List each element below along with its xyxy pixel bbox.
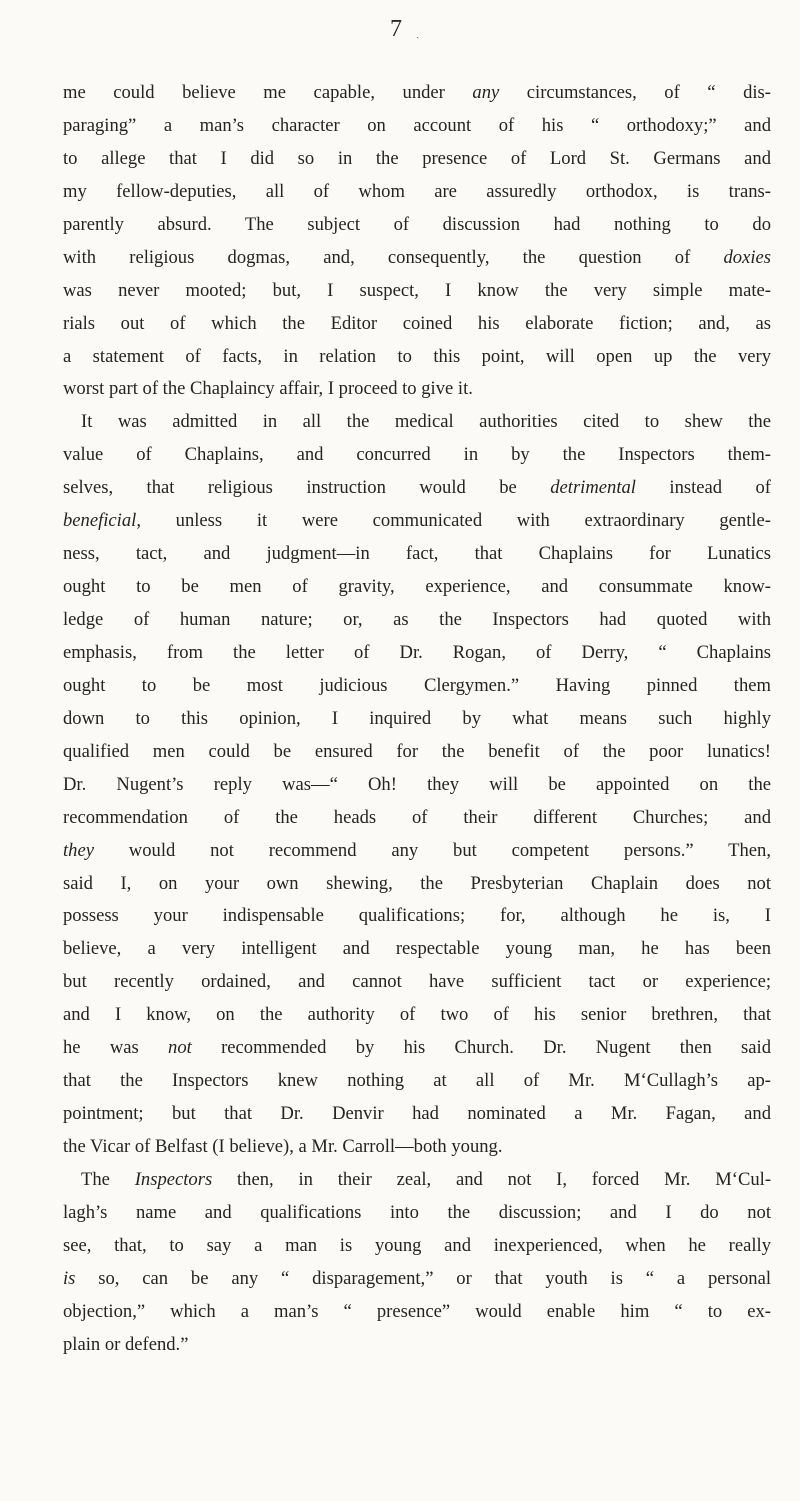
text-span: was never mooted; but, I suspect, I know the very simple mate-: [63, 279, 771, 301]
italic-text: beneficial: [63, 510, 137, 532]
text-line: [63, 604, 771, 637]
text-span: value of Chaplains, and concurred in by the Inspectors them-: [63, 444, 771, 466]
text-span: paraging” a man’s character on account of his “ orthodoxy;” and: [63, 114, 771, 136]
text-span: recommended by his Church. Dr. Nugent then said: [191, 1037, 772, 1059]
text-line: [63, 900, 771, 933]
text-span: rials out of which the Editor coined his elaborate fiction; and, as: [63, 312, 771, 334]
text-line: [63, 209, 771, 242]
text-span: would not recommend any but competent persons.” Then,: [93, 839, 771, 861]
text-line: [63, 571, 771, 604]
text-line: [63, 1230, 771, 1263]
text-span: Dr. Nugent’s reply was—“ Oh! they will be appointed on the: [63, 773, 771, 795]
text-line: [63, 373, 771, 406]
text-span: down to this opinion, I inquired by what means such highly: [63, 707, 771, 729]
italic-text: is: [63, 1267, 76, 1289]
stray-mark: ˎ: [416, 28, 420, 39]
text-line: [63, 966, 771, 999]
text-span: worst part of the Chaplaincy affair, I proceed to give it.: [63, 378, 473, 400]
text-line: [63, 769, 771, 802]
text-line: [63, 703, 771, 736]
italic-text: Inspectors: [134, 1168, 213, 1190]
text-line: [63, 275, 771, 308]
text-line: [63, 143, 771, 176]
text-line: [63, 637, 771, 670]
text-span: possess your indispensable qualifications; for, although he is, I: [63, 905, 771, 927]
text-line: [63, 176, 771, 209]
text-span: and I know, on the authority of two of his senior brethren, that: [63, 1004, 771, 1026]
text-line: [63, 538, 771, 571]
text-line: [63, 1197, 771, 1230]
text-span: emphasis, from the letter of Dr. Rogan, of Derry, “ Chaplains: [63, 641, 771, 663]
text-span: objection,” which a man’s “ presence” would enable him “ to ex-: [63, 1300, 771, 1322]
text-span: believe, a very intelligent and respectable young man, he has been: [63, 938, 771, 960]
text-line: [63, 1296, 771, 1329]
text-line: [63, 1098, 771, 1131]
text-line: [63, 439, 771, 472]
page-number: 7: [390, 16, 402, 42]
text-span: then, in their zeal, and not I, forced Mr. M‘Cul-: [212, 1168, 772, 1190]
text-span: The: [81, 1168, 135, 1190]
text-line: [63, 110, 771, 143]
text-span: ought to be men of gravity, experience, and consummate know-: [63, 576, 771, 598]
text-span: my fellow-deputies, all of whom are assuredly orthodox, is trans-: [63, 180, 771, 202]
text-span: said I, on your own shewing, the Presbyterian Chaplain does not: [63, 872, 771, 894]
text-line: [63, 406, 771, 439]
italic-text: they: [63, 839, 94, 861]
text-line: [63, 1032, 771, 1065]
text-line: [63, 1131, 771, 1164]
text-span: ledge of human nature; or, as the Inspectors had quoted with: [63, 609, 771, 630]
text-span: he was: [63, 1037, 169, 1059]
text-line: [63, 999, 771, 1032]
text-span: It was admitted in all the medical authorities cited to shew the: [81, 411, 771, 433]
italic-text: doxies: [723, 246, 771, 268]
italic-text: not: [168, 1037, 192, 1059]
text-span: plain or defend.”: [63, 1333, 189, 1355]
text-line: [63, 933, 771, 966]
text-line: [63, 1164, 771, 1197]
text-span: instead of: [635, 477, 771, 499]
italic-text: detrimental: [550, 477, 636, 499]
text-line: [63, 472, 771, 505]
text-span: a statement of facts, in relation to this point, will open up the very: [63, 345, 771, 367]
text-span: lagh’s name and qualifications into the discussion; and I do not: [63, 1201, 771, 1223]
text-span: qualified men could be ensured for the benefit of the poor lunatics!: [63, 740, 771, 762]
text-line: [63, 308, 771, 341]
italic-text: any: [472, 82, 500, 103]
text-line: [63, 1263, 771, 1296]
text-span: so, can be any “ disparagement,” or that youth is “ a personal: [75, 1267, 771, 1289]
text-span: with religious dogmas, and, consequently, the question of: [63, 246, 724, 268]
text-span: circumstances, of “ dis-: [499, 82, 771, 103]
text-span: recommendation of the heads of their different Churches; and: [63, 806, 771, 828]
text-line: [63, 736, 771, 769]
text-span: but recently ordained, and cannot have sufficient tact or experience;: [63, 971, 771, 993]
text-span: pointment; but that Dr. Denvir had nominated a Mr. Fagan, and: [63, 1103, 771, 1125]
text-span: ness, tact, and judgment—in fact, that Chaplains for Lunatics: [63, 543, 771, 565]
text-span: that the Inspectors knew nothing at all of Mr. M‘Cullagh’s ap-: [63, 1070, 771, 1092]
text-span: see, that, to say a man is young and inexperienced, when he really: [63, 1234, 771, 1256]
text-line: [63, 77, 771, 110]
text-span: me could believe me capable, under: [63, 82, 473, 103]
text-line: [63, 505, 771, 538]
text-line: [63, 1329, 771, 1362]
text-span: , unless it were communicated with extraordinary gentle-: [136, 510, 771, 532]
text-span: parently absurd. The subject of discussion had nothing to do: [63, 213, 771, 235]
body-text: [63, 77, 771, 1362]
text-line: [63, 835, 771, 868]
text-line: [63, 1065, 771, 1098]
text-line: [63, 670, 771, 703]
text-span: to allege that I did so in the presence of Lord St. Germans and: [63, 147, 771, 169]
text-span: the Vicar of Belfast (I believe), a Mr. Carroll—both young.: [63, 1136, 503, 1157]
text-span: ought to be most judicious Clergymen.” Having pinned them: [63, 674, 771, 696]
text-line: [63, 341, 771, 374]
text-line: [63, 802, 771, 835]
text-line: [63, 242, 771, 275]
text-span: selves, that religious instruction would be: [63, 477, 551, 499]
text-line: [63, 868, 771, 901]
